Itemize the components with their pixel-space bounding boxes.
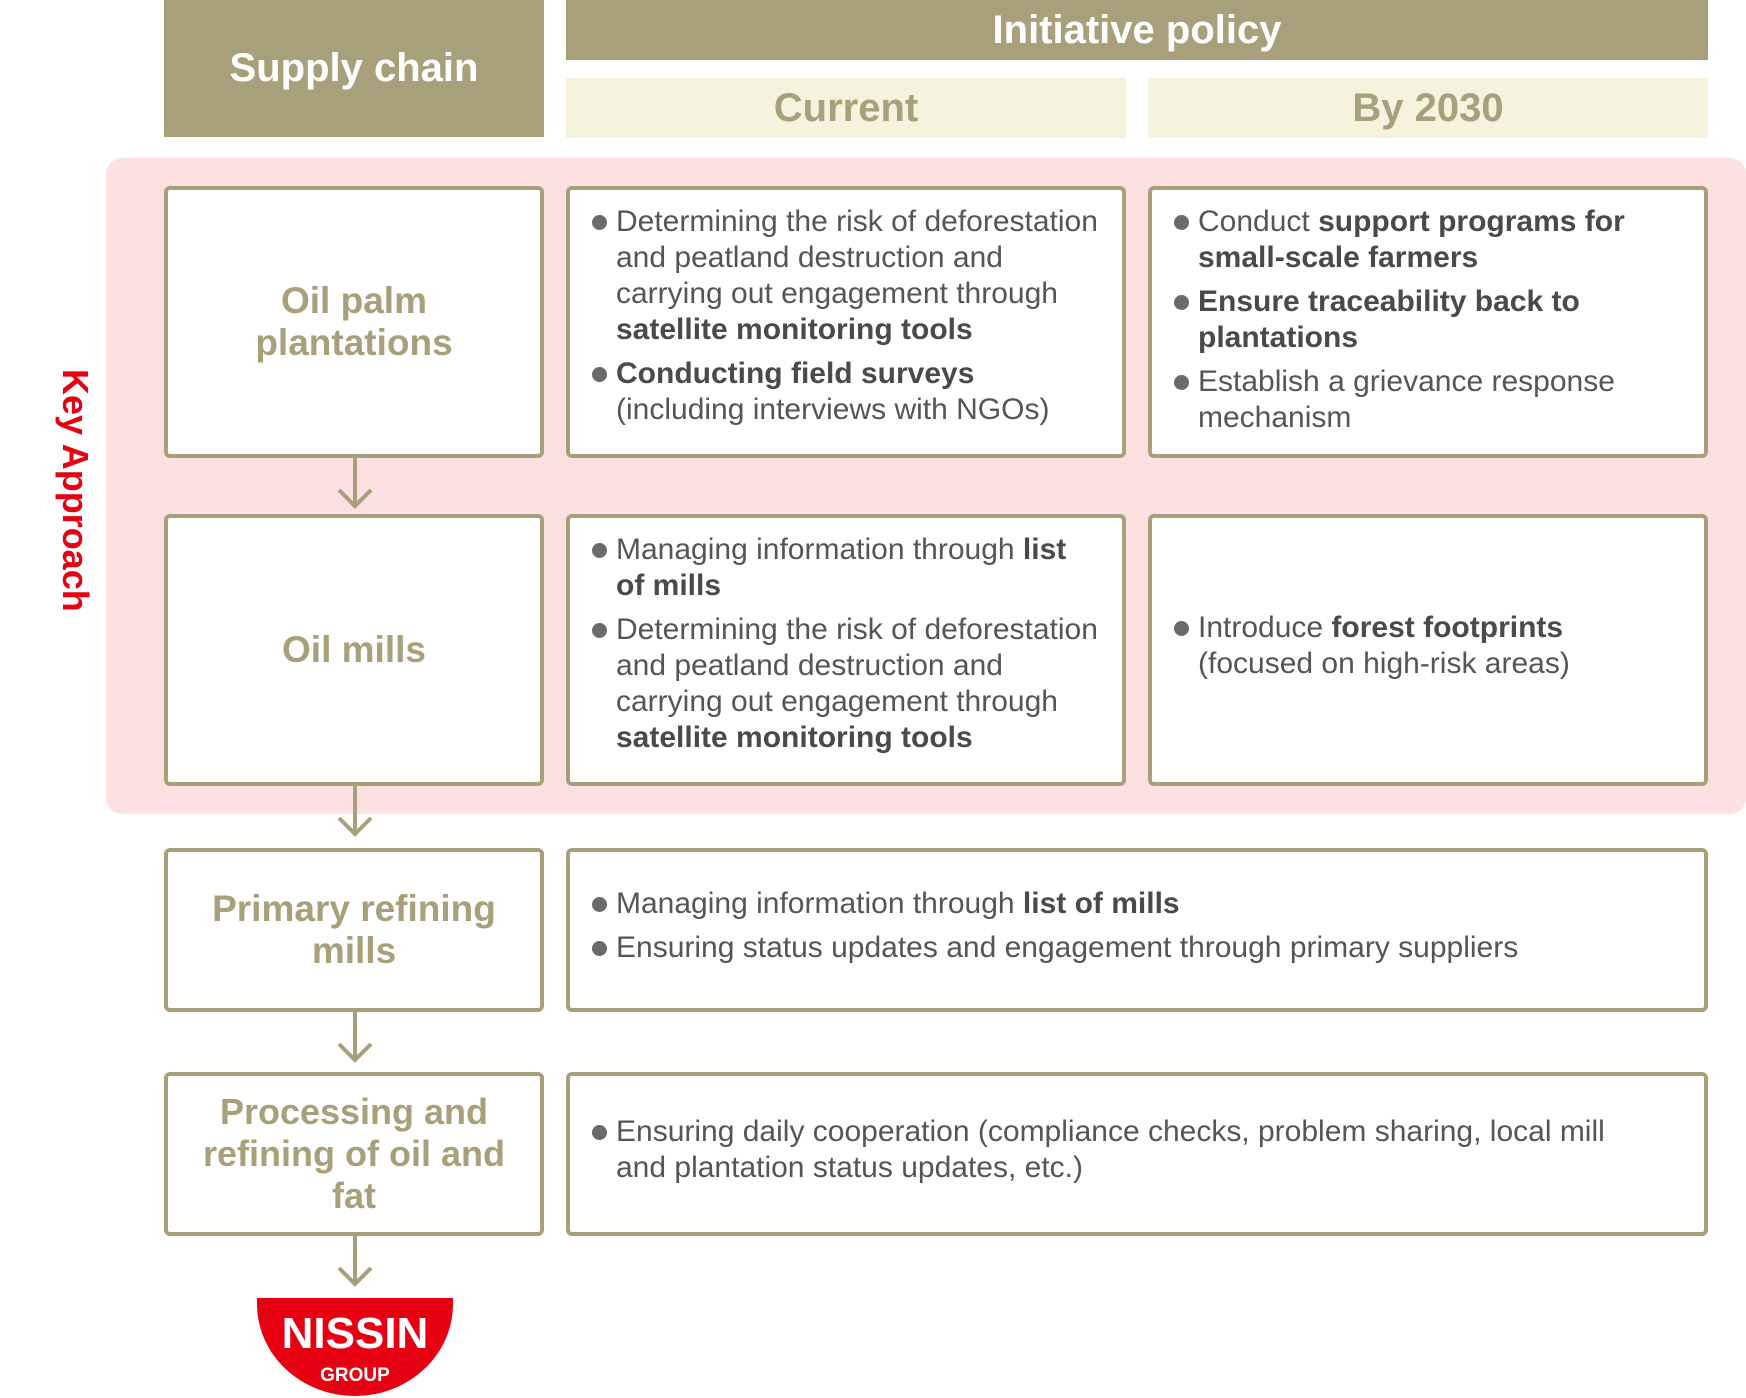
bullet-item — [1174, 364, 1680, 436]
flow-arrow-icon — [335, 1236, 375, 1288]
by-2030-header: By 2030 — [1148, 78, 1708, 138]
flow-arrow-icon — [335, 1012, 375, 1064]
bullet-item — [1174, 284, 1680, 356]
bullet-item — [592, 1114, 1632, 1186]
policy-primary-refining-mills — [566, 848, 1708, 1012]
stage-oil-palm-plantations: Oil palm plantations — [164, 186, 544, 458]
bullet-text: (including interviews with NGOs) — [616, 393, 1050, 426]
bullet-item — [592, 886, 1518, 922]
nissin-group-logo — [255, 1296, 455, 1396]
bullet-item — [592, 930, 1518, 966]
bullet-text: Establish a grievance response mechanism — [1198, 365, 1615, 434]
flow-arrow-icon — [335, 786, 375, 838]
key-approach-label: Key Approach — [55, 368, 96, 612]
by2030-policy-oil-palm — [1148, 186, 1708, 458]
bullet-text-bold: satellite monitoring tools — [616, 313, 973, 346]
current-header: Current — [566, 78, 1126, 138]
current-policy-oil-mills — [566, 514, 1126, 786]
flow-arrow-icon — [335, 458, 375, 510]
bullet-text-bold: forest footprints — [1331, 611, 1564, 644]
bullet-text-bold: list of mills — [1022, 887, 1180, 920]
bullet-item — [592, 356, 1098, 428]
bullet-item — [1174, 204, 1680, 276]
bullet-text-bold: list of mills — [616, 533, 1067, 602]
bullet-text: Managing information through — [616, 887, 1023, 920]
initiative-policy-header: Initiative policy — [566, 0, 1708, 60]
bullet-text-bold: satellite monitoring tools — [616, 721, 973, 754]
bullet-text-bold: support programs for small-scale farmers — [1198, 205, 1625, 274]
by2030-policy-oil-mills — [1148, 514, 1708, 786]
supply-chain-header: Supply chain — [164, 0, 544, 137]
bullet-text-bold: Conducting field surveys — [616, 357, 975, 390]
bullet-text: Determining the risk of deforestation and peatland destruction and carrying out engagement through — [616, 613, 1098, 718]
bullet-text: Managing information through — [616, 533, 1023, 566]
bullet-item — [592, 612, 1098, 756]
logo-sub: GROUP — [320, 1365, 390, 1386]
stage-processing-and-refining: Processing and refining of oil and fat — [164, 1072, 544, 1236]
bullet-item — [592, 204, 1098, 348]
bullet-text: Ensuring status updates and engagement through primary suppliers — [616, 931, 1519, 964]
stage-oil-mills: Oil mills — [164, 514, 544, 786]
stage-primary-refining-mills: Primary refining mills — [164, 848, 544, 1012]
bullet-text: Introduce — [1198, 611, 1332, 644]
bullet-item — [1174, 610, 1680, 682]
bullet-text: Ensuring daily cooperation (compliance checks, problem sharing, local mill and plantation status updates, etc.) — [616, 1115, 1605, 1184]
current-policy-oil-palm — [566, 186, 1126, 458]
bullet-text: Determining the risk of deforestation and peatland destruction and carrying out engagement through — [616, 205, 1098, 310]
bullet-text: Conduct — [1198, 205, 1319, 238]
policy-processing-and-refining — [566, 1072, 1708, 1236]
bullet-text-bold: Ensure traceability back to plantations — [1198, 285, 1580, 354]
bullet-item — [592, 532, 1098, 604]
logo-name: NISSIN — [281, 1309, 429, 1358]
bullet-text: (focused on high-risk areas) — [1198, 647, 1570, 680]
